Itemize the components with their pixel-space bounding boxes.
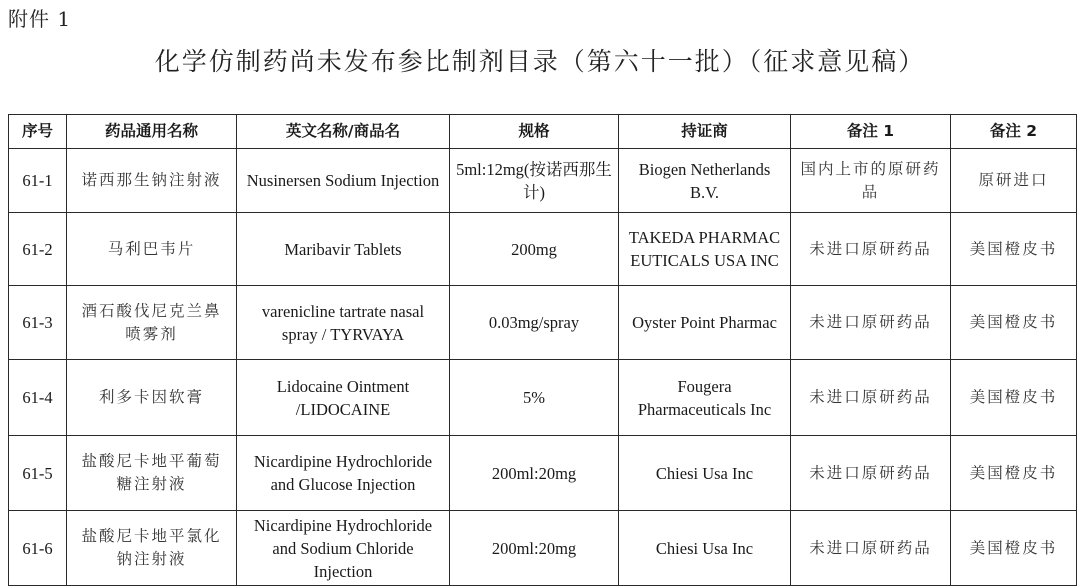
cell-name-cn: 马利巴韦片: [67, 213, 237, 286]
cell-id: 61-5: [9, 436, 67, 511]
cell-name-en: Lidocaine Ointment /LIDOCAINE: [237, 360, 450, 436]
col-header-spec: 规格: [450, 115, 619, 149]
cell-note2: 美国橙皮书: [951, 436, 1077, 511]
table-row: [9, 511, 1077, 586]
col-header-holder: 持证商: [619, 115, 791, 149]
cell-holder: Chiesi Usa Inc: [619, 511, 791, 586]
col-header-name-cn: 药品通用名称: [67, 115, 237, 149]
cell-spec: 200ml:20mg: [450, 511, 619, 586]
cell-note2: 美国橙皮书: [951, 511, 1077, 586]
cell-note1: 未进口原研药品: [791, 213, 951, 286]
cell-note1: 未进口原研药品: [791, 360, 951, 436]
cell-note1: 未进口原研药品: [791, 286, 951, 360]
cell-note2: 美国橙皮书: [951, 286, 1077, 360]
document-title: 化学仿制药尚未发布参比制剂目录（第六十一批）（征求意见稿）: [154, 47, 926, 76]
cell-id: 61-1: [9, 149, 67, 213]
cell-id: 61-4: [9, 360, 67, 436]
cell-name-en: varenicline tartrate nasal spray / TYRVAYA: [237, 286, 450, 360]
cell-holder: TAKEDA PHARMACEUTICALS USA INC: [619, 213, 791, 286]
cell-note2: 美国橙皮书: [951, 360, 1077, 436]
cell-name-en: Nicardipine Hydrochloride and Sodium Chloride Injection: [237, 511, 450, 586]
cell-spec: 5ml:12mg(按诺西那生计): [450, 149, 619, 213]
table-row: [9, 213, 1077, 286]
attachment-label: 附件 1: [8, 7, 72, 31]
cell-note1: 未进口原研药品: [791, 436, 951, 511]
table-row: [9, 286, 1077, 360]
cell-holder: Oyster Point Pharmac: [619, 286, 791, 360]
cell-note1: 国内上市的原研药品: [791, 149, 951, 213]
col-header-note2: 备注 2: [951, 115, 1077, 149]
cell-id: 61-2: [9, 213, 67, 286]
cell-spec: 200ml:20mg: [450, 436, 619, 511]
table-row: [9, 149, 1077, 213]
col-header-note1: 备注 1: [791, 115, 951, 149]
col-header-name-en: 英文名称/商品名: [237, 115, 450, 149]
cell-holder: Chiesi Usa Inc: [619, 436, 791, 511]
table-row: [9, 436, 1077, 511]
cell-id: 61-6: [9, 511, 67, 586]
cell-note2: 原研进口: [951, 149, 1077, 213]
cell-holder: Biogen Netherlands B.V.: [619, 149, 791, 213]
cell-note1: 未进口原研药品: [791, 511, 951, 586]
cell-spec: 0.03mg/spray: [450, 286, 619, 360]
cell-note2: 美国橙皮书: [951, 213, 1077, 286]
cell-holder: Fougera Pharmaceuticals Inc: [619, 360, 791, 436]
cell-name-en: Nicardipine Hydrochloride and Glucose Injection: [237, 436, 450, 511]
cell-spec: 5%: [450, 360, 619, 436]
cell-name-cn: 盐酸尼卡地平葡萄糖注射液: [67, 436, 237, 511]
cell-name-cn: 诺西那生钠注射液: [67, 149, 237, 213]
cell-name-en: Maribavir Tablets: [237, 213, 450, 286]
table-header-row: [9, 115, 1077, 149]
table-row: [9, 360, 1077, 436]
cell-name-cn: 酒石酸伐尼克兰鼻喷雾剂: [67, 286, 237, 360]
cell-name-cn: 利多卡因软膏: [67, 360, 237, 436]
drug-catalog-table: [8, 114, 1077, 586]
cell-spec: 200mg: [450, 213, 619, 286]
col-header-id: 序号: [9, 115, 67, 149]
cell-name-cn: 盐酸尼卡地平氯化钠注射液: [67, 511, 237, 586]
cell-name-en: Nusinersen Sodium Injection: [237, 149, 450, 213]
cell-id: 61-3: [9, 286, 67, 360]
